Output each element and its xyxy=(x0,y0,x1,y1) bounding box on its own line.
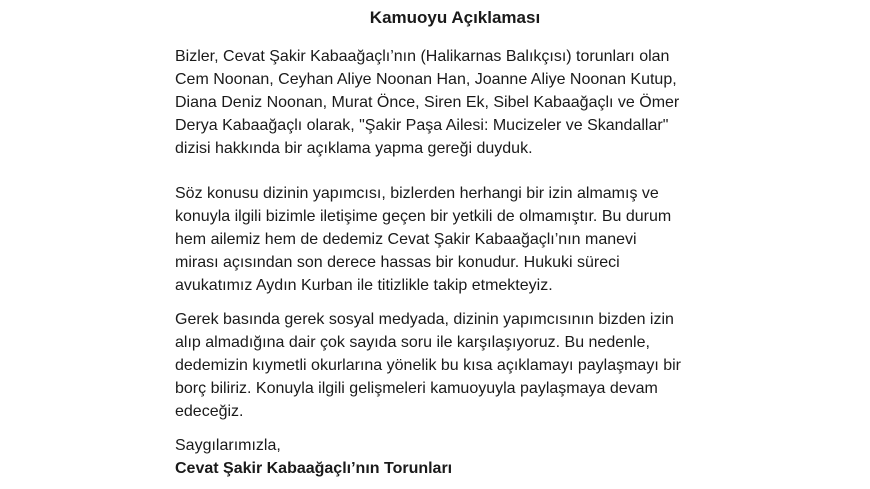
paragraph-line: mirası açısından son derece hassas bir konudur. Hukuki süreci xyxy=(175,254,620,271)
paragraph-line: Cem Noonan, Ceyhan Aliye Noonan Han, Joanne Aliye Noonan Kutup, xyxy=(175,71,677,88)
paragraph-line: borç biliriz. Konuyla ilgili gelişmeleri kamuoyuyla paylaşmaya devam xyxy=(175,380,658,397)
paragraph-line: Bizler, Cevat Şakir Kabaağaçlı’nın (Halikarnas Balıkçısı) torunları olan xyxy=(175,48,670,65)
paragraph-line: dizisi hakkında bir açıklama yapma gereği duyduk. xyxy=(175,140,533,157)
signature: Cevat Şakir Kabaağaçlı’nın Torunları xyxy=(175,460,453,477)
paragraph-line: Derya Kabaağaçlı olarak, "Şakir Paşa Ailesi: Mucizeler ve Skandallar" xyxy=(175,117,669,134)
closing-block xyxy=(175,434,452,480)
paragraph-line: dedemizin kıymetli okurlarına yönelik bu kısa açıklamayı paylaşmayı bir xyxy=(175,357,681,374)
paragraph-line: Gerek basında gerek sosyal medyada, dizinin yapımcısının bizden izin xyxy=(175,311,674,328)
paragraph-line: alıp almadığına dair çok sayıda soru ile karşılaşıyoruz. Bu nedenle, xyxy=(175,334,650,351)
paragraph-line: hem ailemiz hem de dedemiz Cevat Şakir Kabaağaçlı’nın manevi xyxy=(175,231,637,248)
paragraph-line: konuyla ilgili bizimle iletişime geçen bir yetkili de olmamıştır. Bu durum xyxy=(175,208,672,225)
paragraph-2 xyxy=(175,182,671,297)
paragraph-1 xyxy=(175,45,679,160)
paragraph-line: Diana Deniz Noonan, Murat Önce, Siren Ek, Sibel Kabaağaçlı ve Ömer xyxy=(175,94,680,111)
paragraph-line: avukatımız Aydın Kurban ile titizlikle takip etmekteyiz. xyxy=(175,277,553,294)
paragraph-line: edeceğiz. xyxy=(175,403,244,420)
statement-title: Kamuoyu Açıklaması xyxy=(369,8,541,27)
paragraph-3 xyxy=(175,308,681,423)
salutation: Saygılarımızla, xyxy=(175,437,281,454)
paragraph-line: Söz konusu dizinin yapımcısı, bizlerden herhangi bir izin almamış ve xyxy=(175,185,659,202)
